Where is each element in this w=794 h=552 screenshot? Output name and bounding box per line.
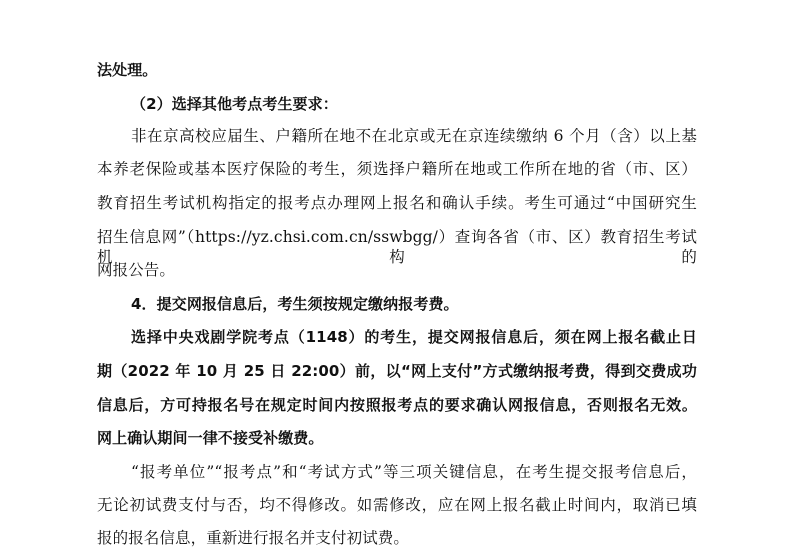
text-line-6: 招生信息网”（https://yz.chsi.com.cn/sswbgg/）查询各省（市、区）教育招生考试机构的 (97, 228, 697, 266)
text-line-1: 法处理。 (97, 61, 158, 79)
bold-text-line-9: 选择中央戏剧学院考点（1148）的考生，提交网报信息后，须在网上报名截止日 (131, 328, 697, 346)
section-heading-payment: 4．提交网报信息后，考生须按规定缴纳报考费。 (131, 295, 459, 313)
bold-text-line-11: 信息后，方可持报名号在规定时间内按照报考点的要求确认网报信息，否则报名无效。 (97, 396, 697, 414)
text-line-14: 无论初试费支付与否，均不得修改。如需修改，应在网上报名截止时间内，取消已填 (97, 496, 697, 514)
section-heading-other-exam-site: （2）选择其他考点考生要求： (131, 95, 338, 113)
bold-text-line-10: 期（2022 年 10 月 25 日 22:00）前，以“网上支付”方式缴纳报考费，得到交费成功 (97, 362, 697, 380)
text-line-4: 本养老保险或基本医疗保险的考生，须选择户籍所在地或工作所在地的省（市、区） (97, 160, 697, 178)
text-line-7: 网报公告。 (97, 261, 176, 279)
text-line-3: 非在京高校应届生、户籍所在地不在北京或无在京连续缴纳 6 个月（含）以上基 (131, 127, 697, 145)
bold-text-line-12: 网上确认期间一律不接受补缴费。 (97, 429, 324, 447)
text-line-13: “报考单位”“报考点”和“考试方式”等三项关键信息，在考生提交报考信息后， (131, 463, 697, 481)
text-line-5: 教育招生考试机构指定的报考点办理网上报名和确认手续。考生可通过“中国研究生 (97, 194, 697, 212)
text-line-15: 报的报名信息，重新进行报名并支付初试费。 (97, 529, 410, 547)
